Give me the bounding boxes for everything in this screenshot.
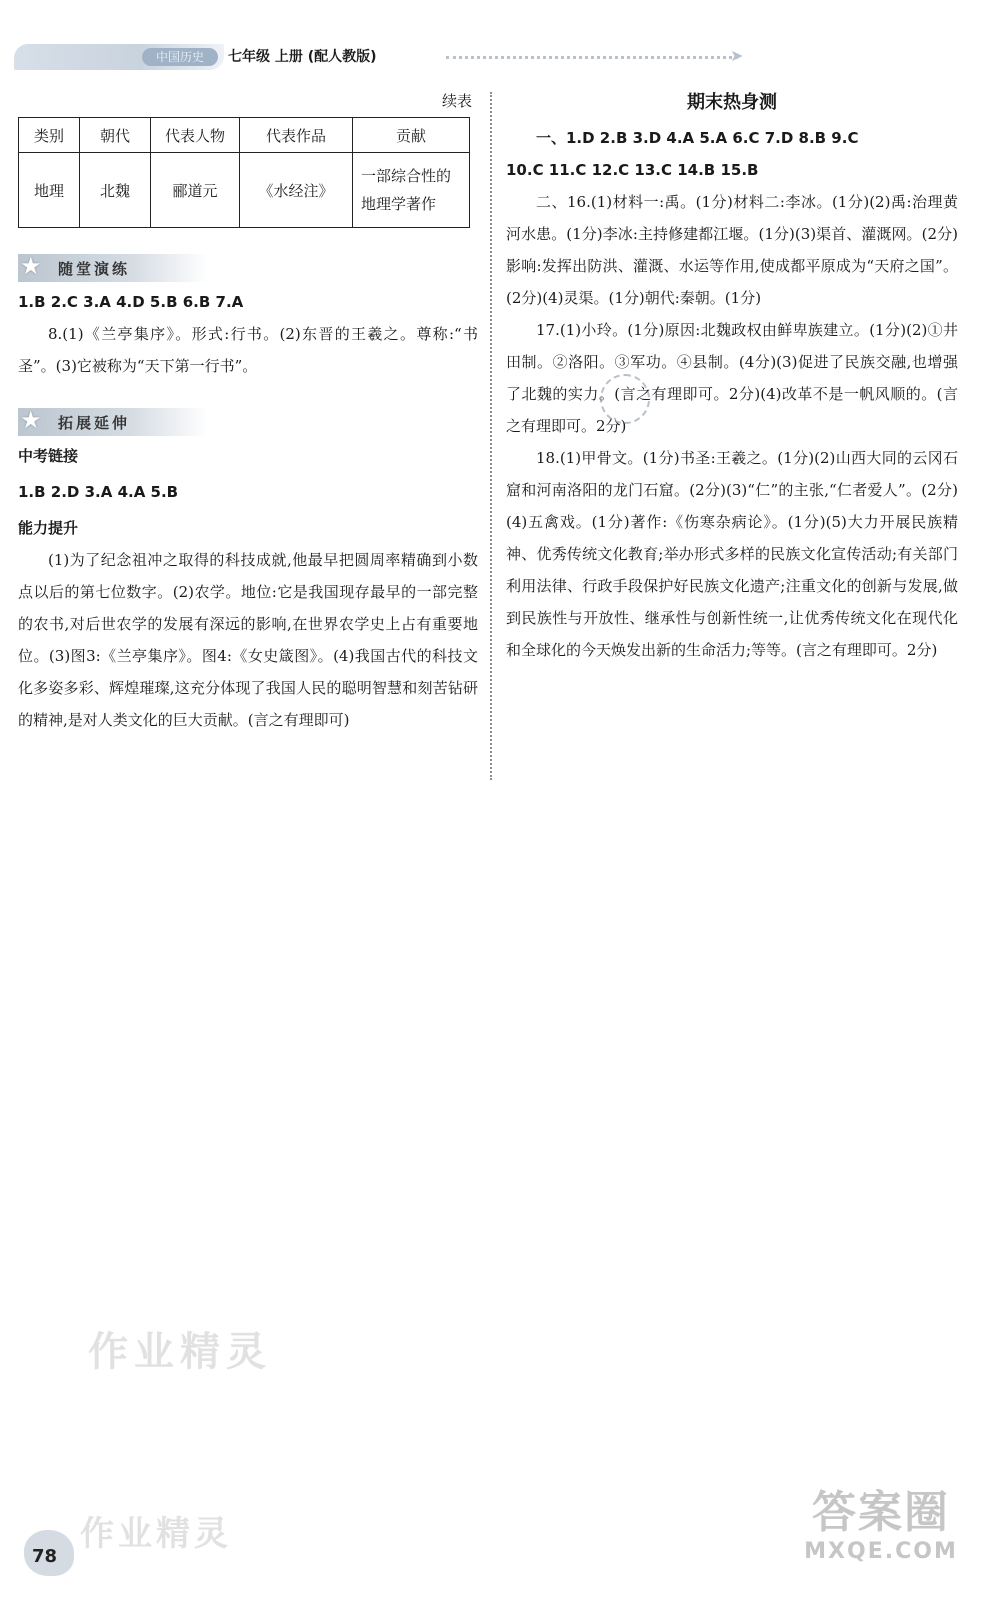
logo-url: MXQE.COM <box>804 1539 958 1564</box>
table-cell: 北魏 <box>80 153 151 228</box>
answer-paragraph: 8.(1)《兰亭集序》。形式:行书。(2)东晋的王羲之。尊称:“书圣”。(3)它被称为“天下第一行书”。 <box>18 325 478 375</box>
watermark-text: 作业精灵 <box>88 1329 272 1375</box>
table-header-cell: 贡献 <box>353 118 470 153</box>
table-cell: 《水经注》 <box>240 153 353 228</box>
answer-paragraph: (1)为了纪念祖冲之取得的科技成就,他最早把圆周率精确到小数点以后的第七位数字。(2)农学。地位:它是我国现存最早的一部完整的农书,对后世农学的发展有深远的影响,在世界农学史上占有重要地位。(3)图3:《兰亭集序》。图4:《女史箴图》。(4)我国古代的科技文化多姿多彩、辉煌璀璨,这充分体现了我国人民的聪明智慧和刻苦钻研的精神,是对人类文化的巨大贡献。(言之有理即可) <box>18 551 478 729</box>
section-header-extension <box>18 408 208 436</box>
column-divider <box>490 92 492 780</box>
section-title: 拓展延伸 <box>58 414 131 432</box>
table-header-cell: 代表人物 <box>151 118 240 153</box>
section-title: 随堂演练 <box>58 260 131 278</box>
answer-paragraph: 17.(1)小玲。(1分)原因:北魏政权由鲜卑族建立。(1分)(2)①井田制。②洛阳。③军功。④县制。(4分)(3)促进了民族交融,也增强了北魏的实力。(言之有理即可。2分)(4)改革不是一帆风顺的。(言之有理即可。2分) <box>506 321 958 435</box>
contribution-table <box>18 117 470 228</box>
star-icon: ★ <box>20 406 42 434</box>
grade-label: 七年级 上册 (配人教版) <box>228 49 377 65</box>
section-header-practice <box>18 254 208 282</box>
page-number: 78 <box>32 1546 58 1567</box>
watermark-text: 作业精灵 <box>80 1514 232 1554</box>
subsection-title: 能力提升 <box>18 519 79 537</box>
answer-line: 10.C 11.C 12.C 13.C 14.B 15.B <box>506 161 759 179</box>
subsection-title: 中考链接 <box>18 447 79 465</box>
site-logo <box>788 1488 974 1574</box>
table-row <box>19 153 470 228</box>
answer-line: 一、1.D 2.B 3.D 4.A 5.A 6.C 7.D 8.B 9.C <box>536 129 859 147</box>
table-cell: 一部综合性的地理学著作 <box>353 153 470 228</box>
table-caption: 续表 <box>441 92 472 110</box>
page-header <box>14 40 754 76</box>
left-column <box>18 90 478 736</box>
answer-line: 1.B 2.C 3.A 4.D 5.B 6.B 7.A <box>18 293 244 311</box>
right-column <box>506 90 958 666</box>
answer-paragraph: 18.(1)甲骨文。(1分)书圣:王羲之。(1分)(2)山西大同的云冈石窟和河南洛阳的龙门石窟。(2分)(3)“仁”的主张,“仁者爱人”。(2分)(4)五禽戏。(1分)著作:《伤寒杂病论》。(1分)(5)大力开展民族精神、优秀传统文化教育;举办形式多样的民族文化宣传活动;有关部门利用法律、行政手段保护好民族文化遗产;注重文化的创新与发展,做到民族性与开放性、继承性与创新性统一,让优秀传统文化在现代化和全球化的今天焕发出新的生命活力;等等。(言之有理即可。2分) <box>506 449 958 659</box>
answer-line: 1.B 2.D 3.A 4.A 5.B <box>18 483 179 501</box>
table-header-row <box>19 118 470 153</box>
table-cell: 郦道元 <box>151 153 240 228</box>
table-header-cell: 类别 <box>19 118 80 153</box>
star-icon: ★ <box>20 252 42 280</box>
stamp-mark <box>600 374 650 424</box>
table-header-cell: 代表作品 <box>240 118 353 153</box>
arrow-right-icon: ➤ <box>730 46 744 65</box>
table-header-cell: 朝代 <box>80 118 151 153</box>
subject-badge: 中国历史 <box>142 48 218 66</box>
header-dotted-line <box>446 56 738 59</box>
section-title-final-test: 期末热身测 <box>687 92 777 113</box>
logo-text: 答案圈 <box>812 1487 950 1538</box>
answer-paragraph: 二、16.(1)材料一:禹。(1分)材料二:李冰。(1分)(2)禹:治理黄河水患。(1分)李冰:主持修建都江堰。(1分)(3)渠首、灌溉网。(2分)影响:发挥出防洪、灌溉、水运等作用,使成都平原成为“天府之国”。(2分)(4)灵渠。(1分)朝代:秦朝。(1分) <box>506 193 958 307</box>
table-cell: 地理 <box>19 153 80 228</box>
